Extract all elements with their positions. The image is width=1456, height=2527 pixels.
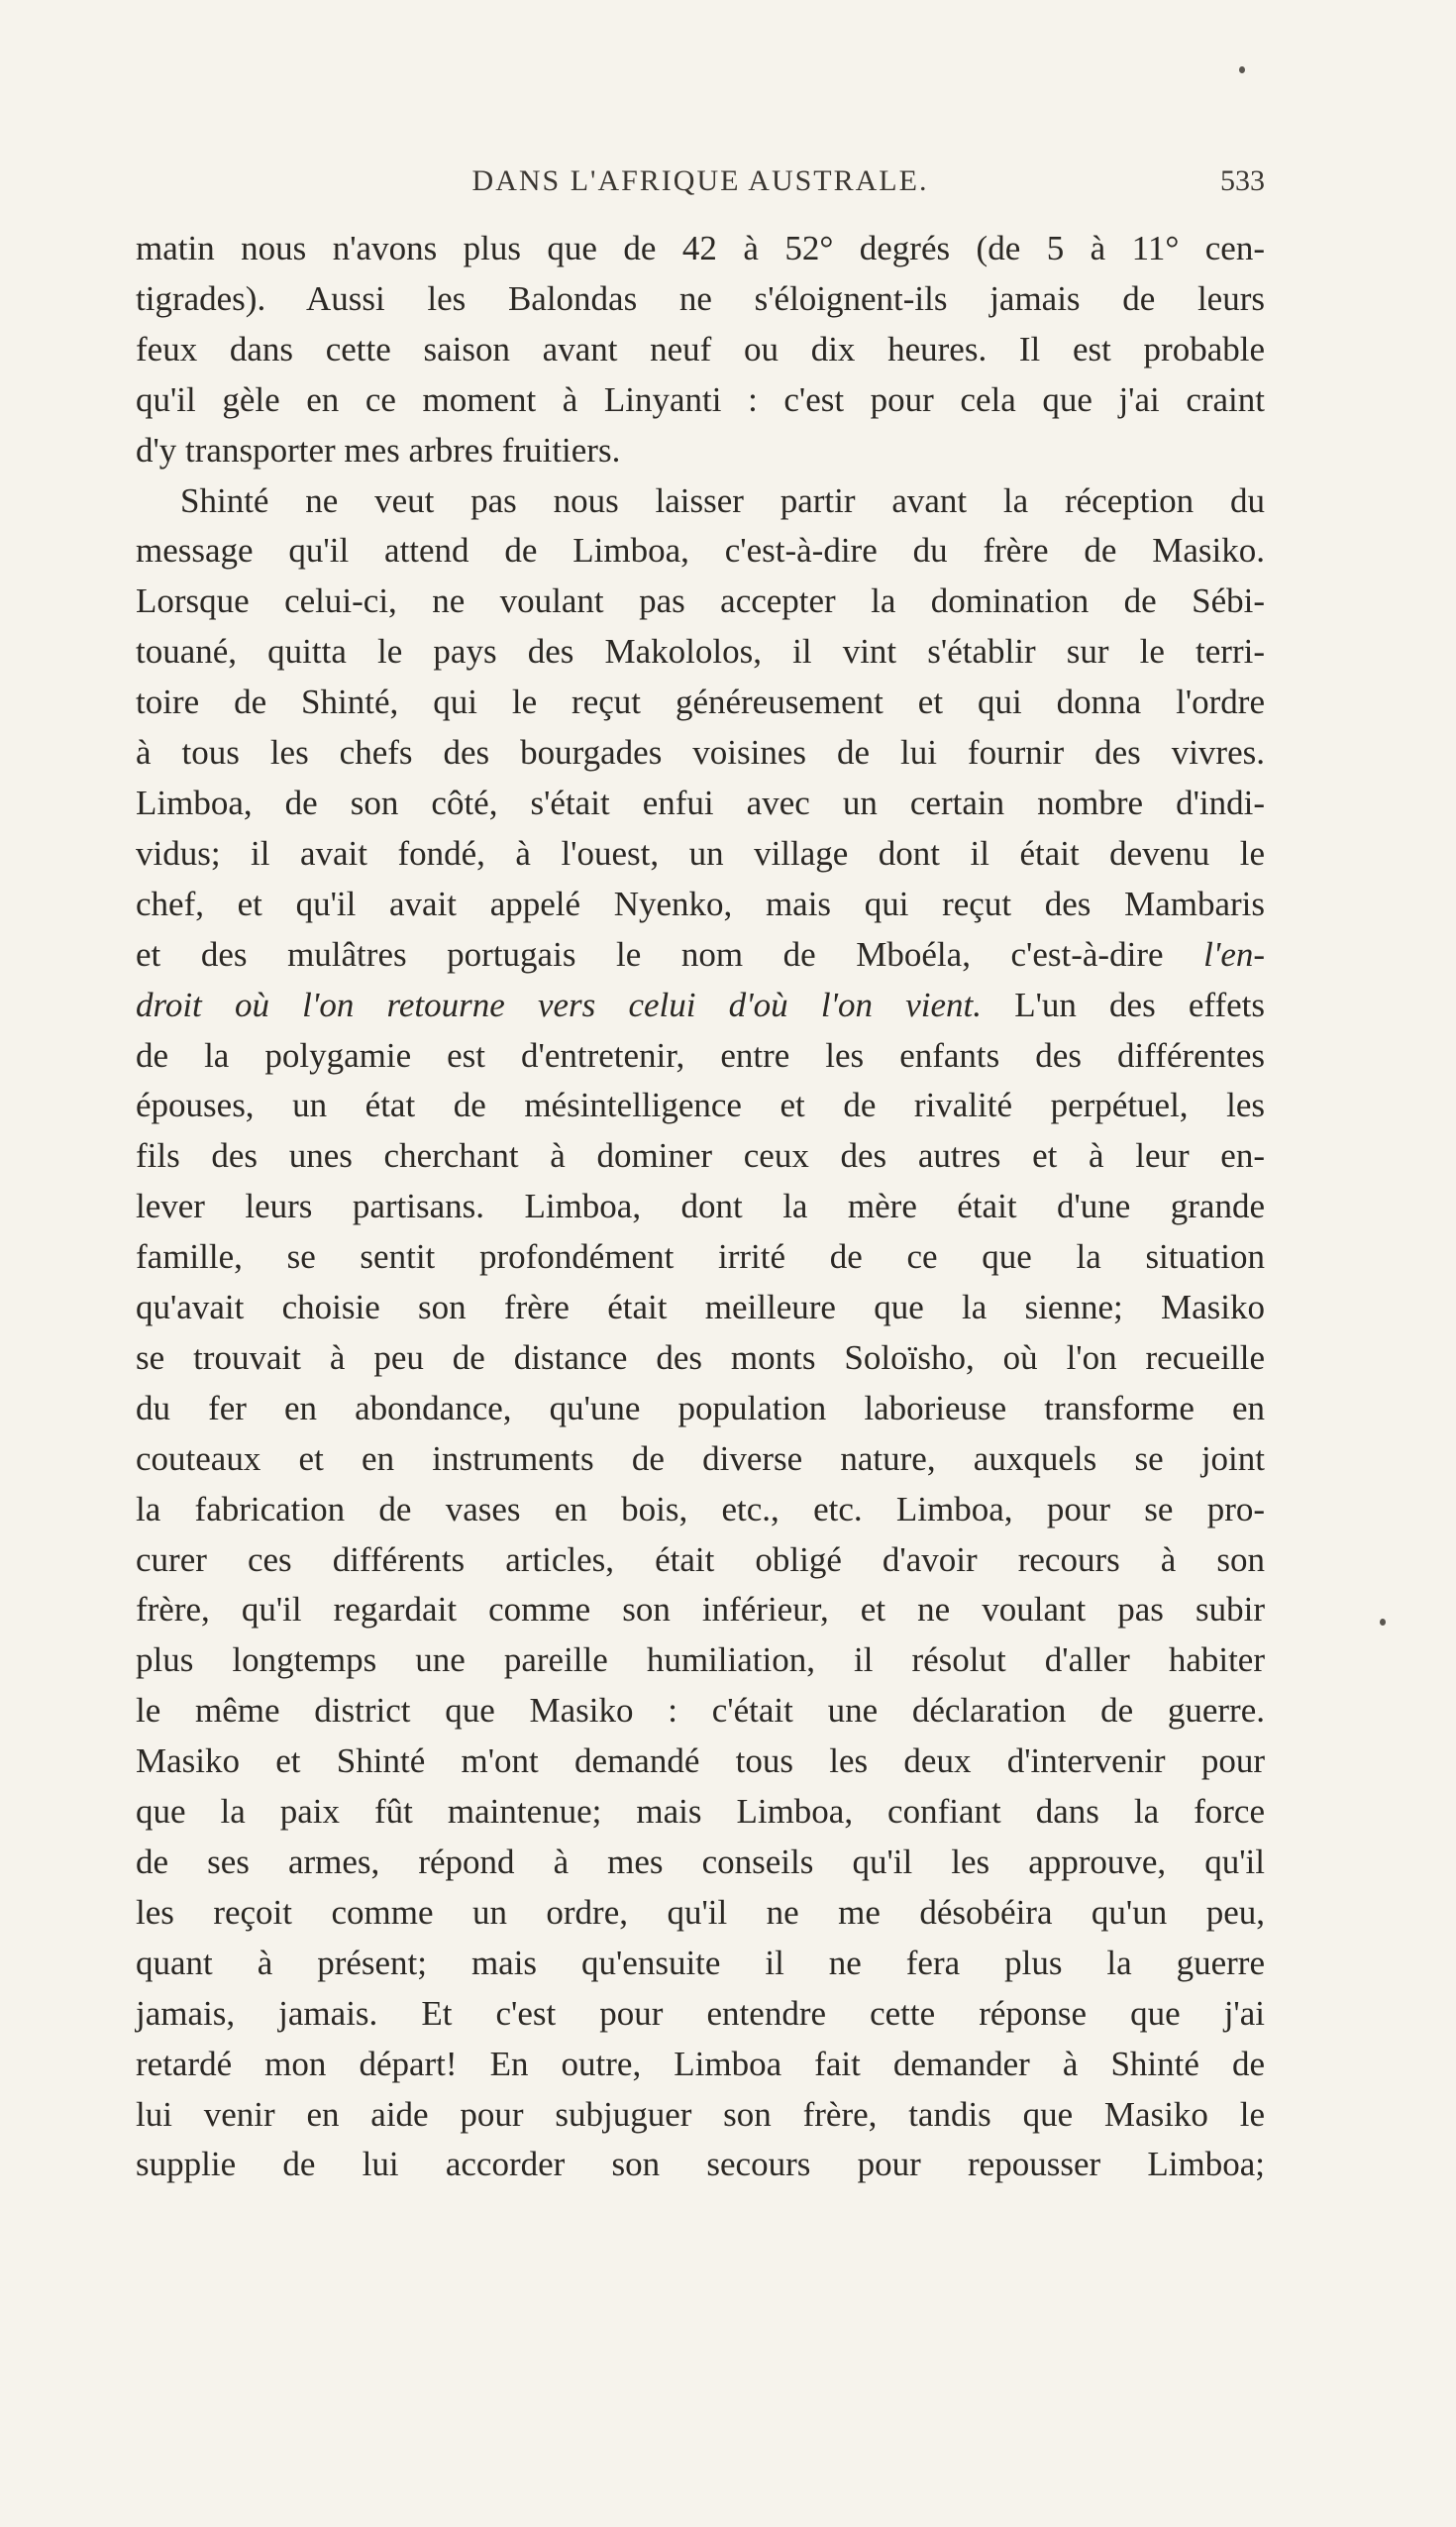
text-line: touané, quitta le pays des Makololos, il vint s'établir sur le terri- bbox=[136, 632, 1265, 672]
text-line-main: et des mulâtres portugais le nom de Mboéla, c'est-à-dire bbox=[136, 934, 1164, 974]
running-title: DANS L'AFRIQUE AUSTRALE. bbox=[471, 164, 929, 197]
text-line: supplie de lui accorder son secours pour repousser Limboa; bbox=[136, 2145, 1265, 2184]
text-line: la fabrication de vases en bois, etc., etc. Limboa, pour se pro- bbox=[136, 1489, 1265, 1528]
text-line: d'y transporter mes arbres fruitiers. bbox=[136, 430, 621, 470]
text-line: qu'il gèle en ce moment à Linyanti : c'est pour cela que j'ai craint bbox=[136, 379, 1265, 419]
text-line: à tous les chefs des bourgades voisines de lui fournir des vivres. bbox=[136, 733, 1265, 773]
text-line: couteaux et en instruments de diverse nature, auxquels se joint bbox=[136, 1438, 1265, 1478]
text-line: les reçoit comme un ordre, qu'il ne me désobéira qu'un peu, bbox=[136, 1892, 1265, 1932]
text-line: de la polygamie est d'entretenir, entre les enfants des différentes bbox=[136, 1035, 1265, 1075]
text-line: lever leurs partisans. Limboa, dont la mère était d'une grande bbox=[136, 1187, 1265, 1226]
text-line: curer ces différents articles, était obligé d'avoir recours à son bbox=[136, 1539, 1265, 1579]
text-line: jamais, jamais. Et c'est pour entendre cette réponse que j'ai bbox=[136, 1993, 1265, 2033]
page-number: 533 bbox=[1220, 164, 1265, 197]
text-line: épouses, un état de mésintelligence et de rivalité perpétuel, les bbox=[136, 1086, 1265, 1125]
ink-speck bbox=[1380, 1619, 1386, 1626]
text-line: Shinté ne veut pas nous laisser partir avant la réception du bbox=[180, 480, 1265, 520]
text-line: qu'avait choisie son frère était meilleure que la sienne; Masiko bbox=[136, 1288, 1265, 1327]
text-line: matin nous n'avons plus que de 42 à 52° degrés (de 5 à 11° cen- bbox=[136, 229, 1265, 267]
text-line: tigrades). Aussi les Balondas ne s'éloignent-ils jamais de leurs bbox=[136, 278, 1265, 318]
text-line: plus longtemps une pareille humiliation, il résolut d'aller habiter bbox=[136, 1640, 1265, 1680]
text-line: quant à présent; mais qu'ensuite il ne fera plus la guerre bbox=[136, 1943, 1265, 1982]
italic-phrase: l'en- bbox=[1203, 934, 1266, 974]
text-line: se trouvait à peu de distance des monts Soloïsho, où l'on recueille bbox=[136, 1337, 1265, 1377]
text-line: Lorsque celui-ci, ne voulant pas accepter la domination de Sébi- bbox=[136, 581, 1265, 621]
text-line: de ses armes, répond à mes conseils qu'il les approuve, qu'il bbox=[136, 1843, 1265, 1881]
text-line: Limboa, de son côté, s'était enfui avec un certain nombre d'indi- bbox=[136, 783, 1265, 822]
text-line: que la paix fût maintenue; mais Limboa, confiant dans la force bbox=[136, 1792, 1265, 1832]
ink-speck bbox=[1239, 66, 1245, 73]
text-line: fils des unes cherchant à dominer ceux des autres et à leur en- bbox=[136, 1136, 1265, 1176]
italic-phrase: droit où l'on retourne vers celui d'où l'on vient. bbox=[136, 985, 982, 1024]
text-line: chef, et qu'il avait appelé Nyenko, mais qui reçut des Mambaris bbox=[136, 884, 1265, 923]
text-line: vidus; il avait fondé, à l'ouest, un village dont il était devenu le bbox=[136, 833, 1265, 873]
text-line-tail: L'un des effets bbox=[1014, 985, 1265, 1024]
text-line: frère, qu'il regardait comme son inférieur, et ne voulant pas subir bbox=[136, 1590, 1265, 1630]
text-line: feux dans cette saison avant neuf ou dix heures. Il est probable bbox=[136, 329, 1265, 369]
text-line: le même district que Masiko : c'était une déclaration de guerre. bbox=[136, 1691, 1265, 1731]
body-text bbox=[136, 224, 1265, 2190]
text-line: toire de Shinté, qui le reçut généreusement et qui donna l'ordre bbox=[136, 683, 1265, 722]
text-line: lui venir en aide pour subjuguer son frère, tandis que Masiko le bbox=[136, 2094, 1265, 2134]
text-line: du fer en abondance, qu'une population laborieuse transforme en bbox=[136, 1388, 1265, 1427]
text-line bbox=[136, 981, 1265, 1031]
text-line bbox=[136, 930, 1265, 981]
text-line: retardé mon départ! En outre, Limboa fait demander à Shinté de bbox=[136, 2044, 1265, 2083]
text-line: message qu'il attend de Limboa, c'est-à-dire du frère de Masiko. bbox=[136, 531, 1265, 571]
text-line: famille, se sentit profondément irrité de ce que la situation bbox=[136, 1237, 1265, 1277]
text-line: Masiko et Shinté m'ont demandé tous les deux d'intervenir pour bbox=[136, 1741, 1265, 1781]
page-header bbox=[136, 164, 1265, 214]
